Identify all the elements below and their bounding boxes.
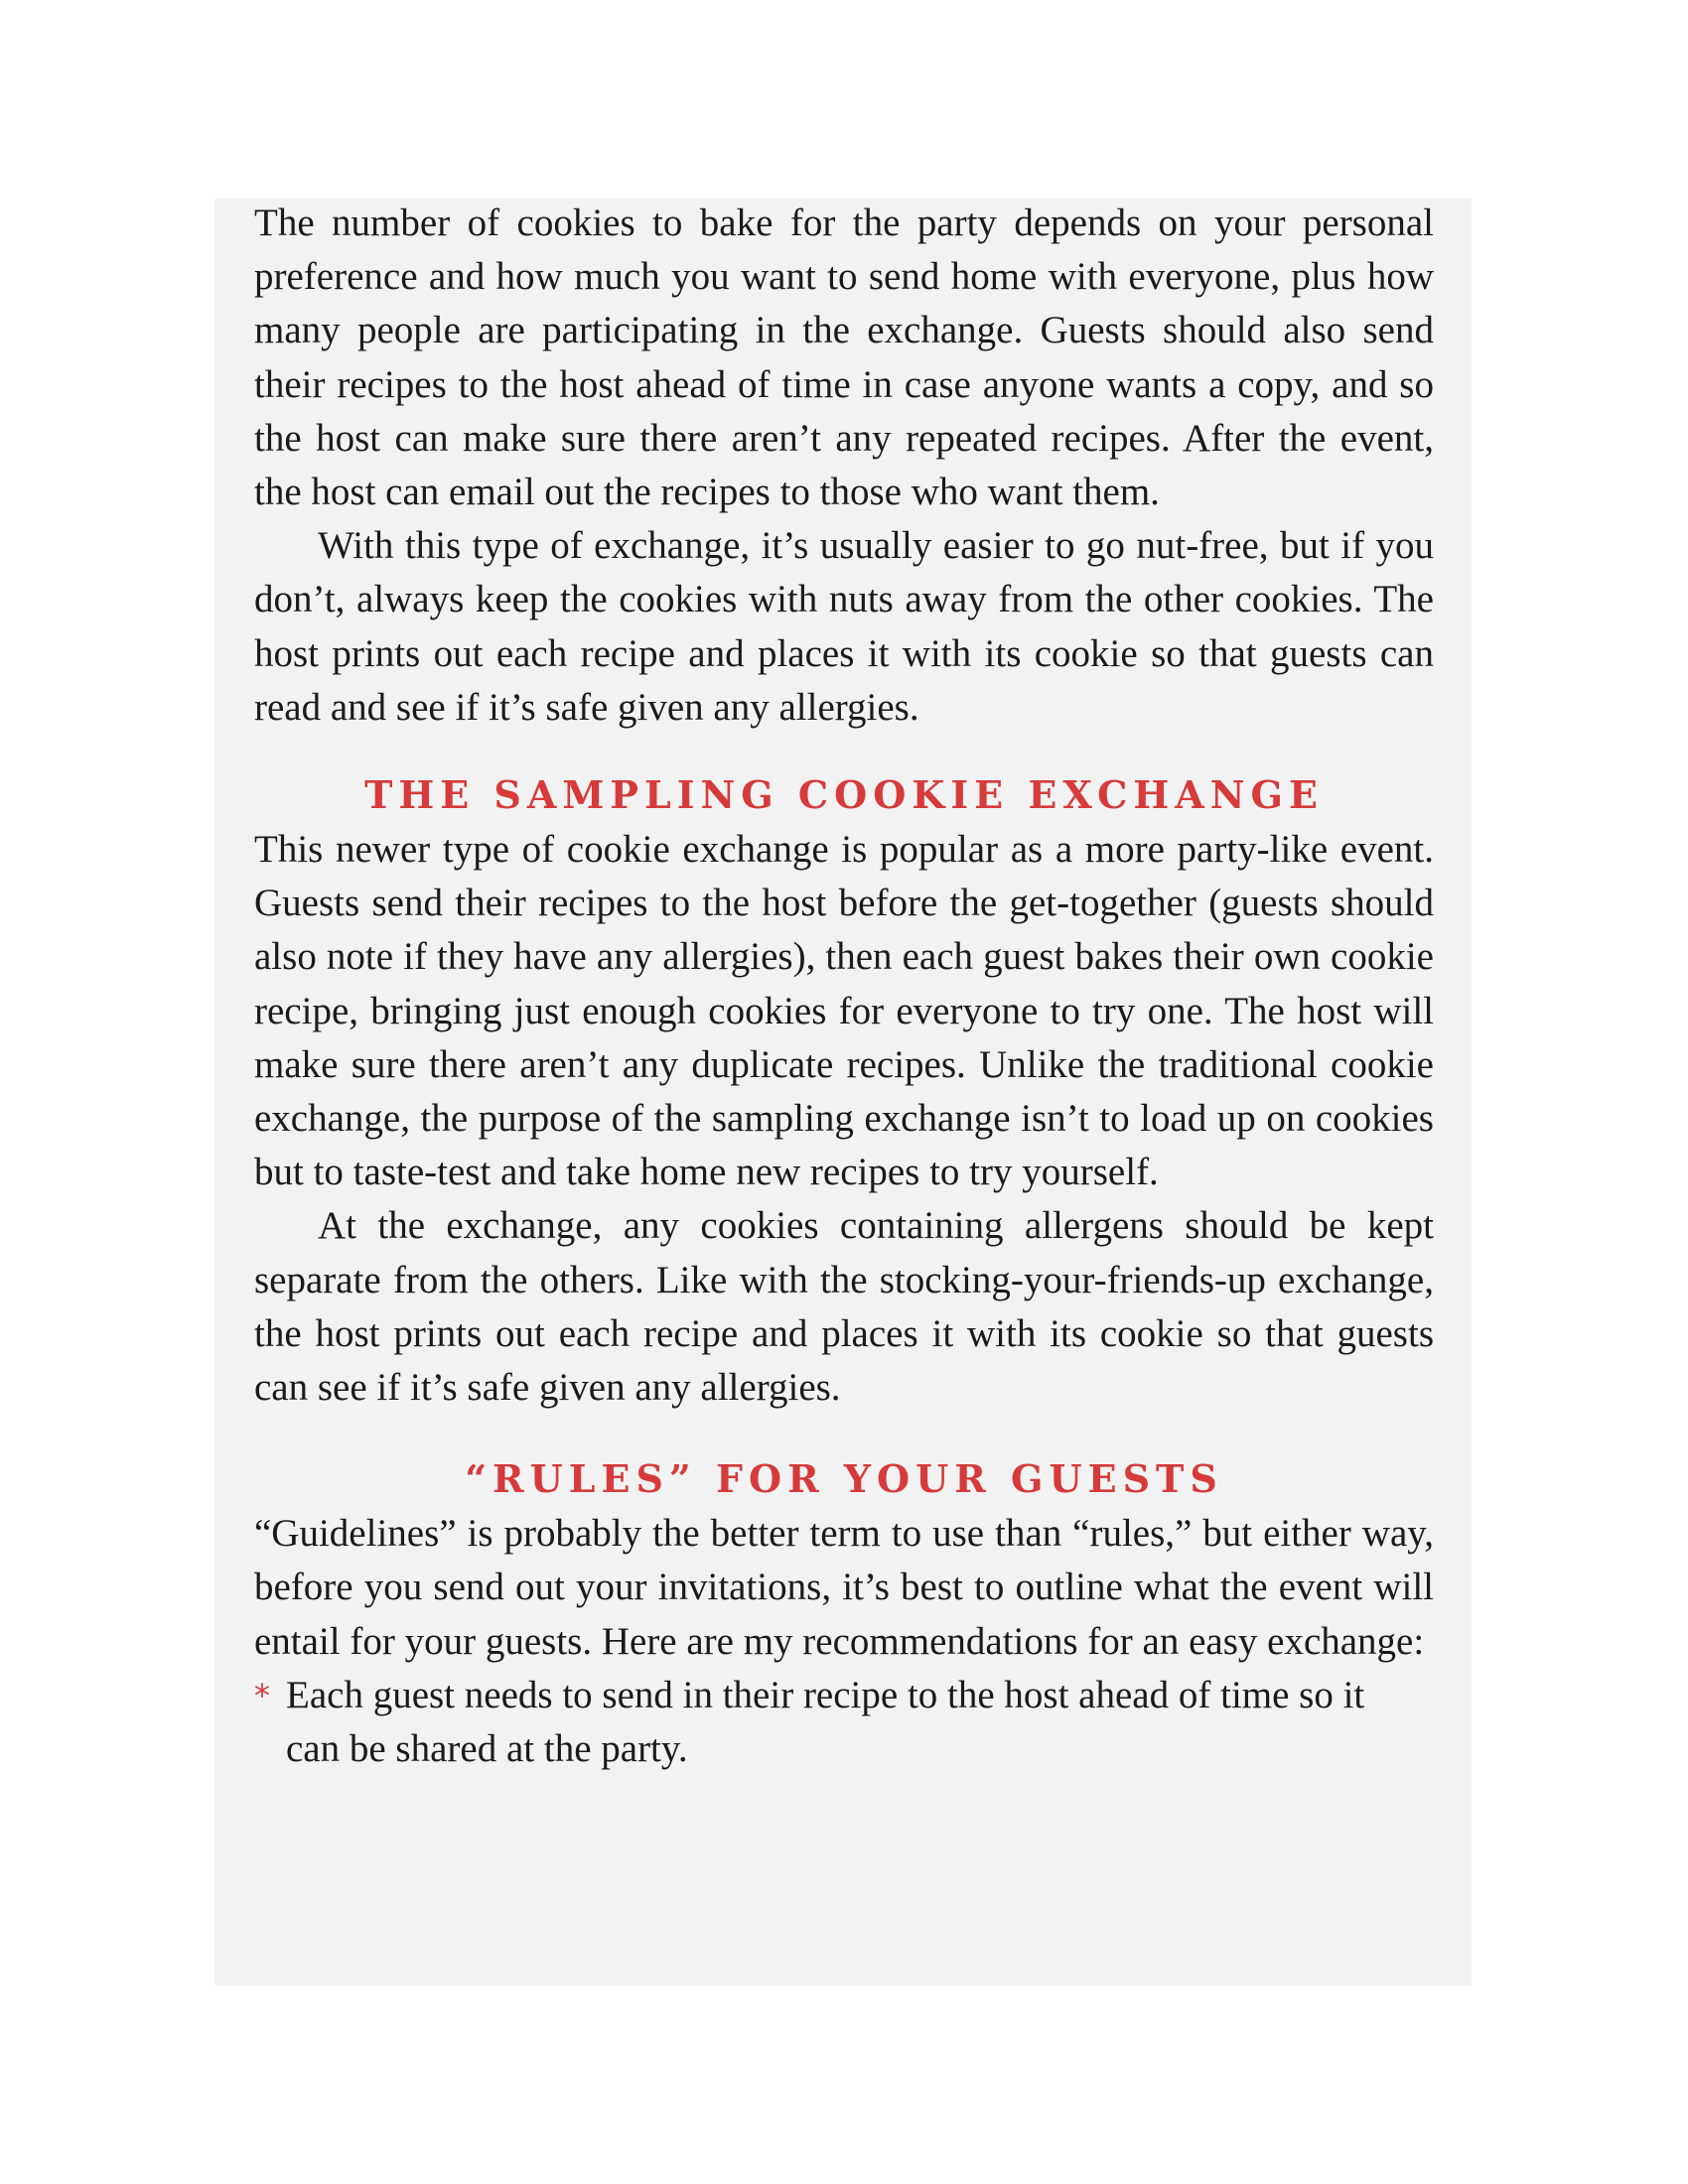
rules-bullet-list [254, 1669, 1434, 1776]
rules-heading: “RULES” FOR YOUR GUESTS [465, 1456, 1223, 1502]
sampling-heading: THE SAMPLING COOKIE EXCHANGE [364, 772, 1324, 818]
sampling-paragraph-2: At the exchange, any cookies containing allergens should be kept separate from the others. Like with the stocking-your-friends-up exchange, the host prints out each recipe and places it with its cookie so that guests can see if it’s safe given any allergies. [254, 1204, 1434, 1410]
bullet-text: Each guest needs to send in their recipe to the host ahead of time so it can be shared at the party. [286, 1673, 1365, 1771]
intro-paragraph-1: The number of cookies to bake for the party depends on your personal preference and how much you want to send home with everyone, plus how many people are participating in the exchange. Guests should also send their recipes to the host ahead of time in case anyone wants a copy, and so the host can make sure there aren’t any repeated recipes. After the event, the host can email out the recipes to those who want them. [254, 202, 1434, 514]
asterisk-bullet-icon: * [254, 1676, 270, 1714]
sampling-paragraph-1: This newer type of cookie exchange is popular as a more party-like event. Guests send their recipes to the host before the get-together (guests should also note if they have any allergies), then each guest bakes their own cookie recipe, bringing just enough cookies for everyone to try one. The host will make sure there aren’t any duplicate recipes. Unlike the traditional cookie exchange, the purpose of the sampling exchange isn’t to load up on cookies but to taste-test and take home new recipes to try yourself. [254, 828, 1434, 1194]
page-content [254, 197, 1434, 1776]
rules-paragraph-1: “Guidelines” is probably the better term to use than “rules,” but either way, before you send out your invitations, it’s best to outline what the event will entail for your guests. Here are my recommendations for an easy exchange: [254, 1512, 1434, 1663]
list-item [254, 1669, 1434, 1776]
intro-paragraph-2: With this type of exchange, it’s usually easier to go nut-free, but if you don’t, always keep the cookies with nuts away from the other cookies. The host prints out each recipe and places it with its cookie so that guests can read and see if it’s safe given any allergies. [254, 524, 1434, 729]
